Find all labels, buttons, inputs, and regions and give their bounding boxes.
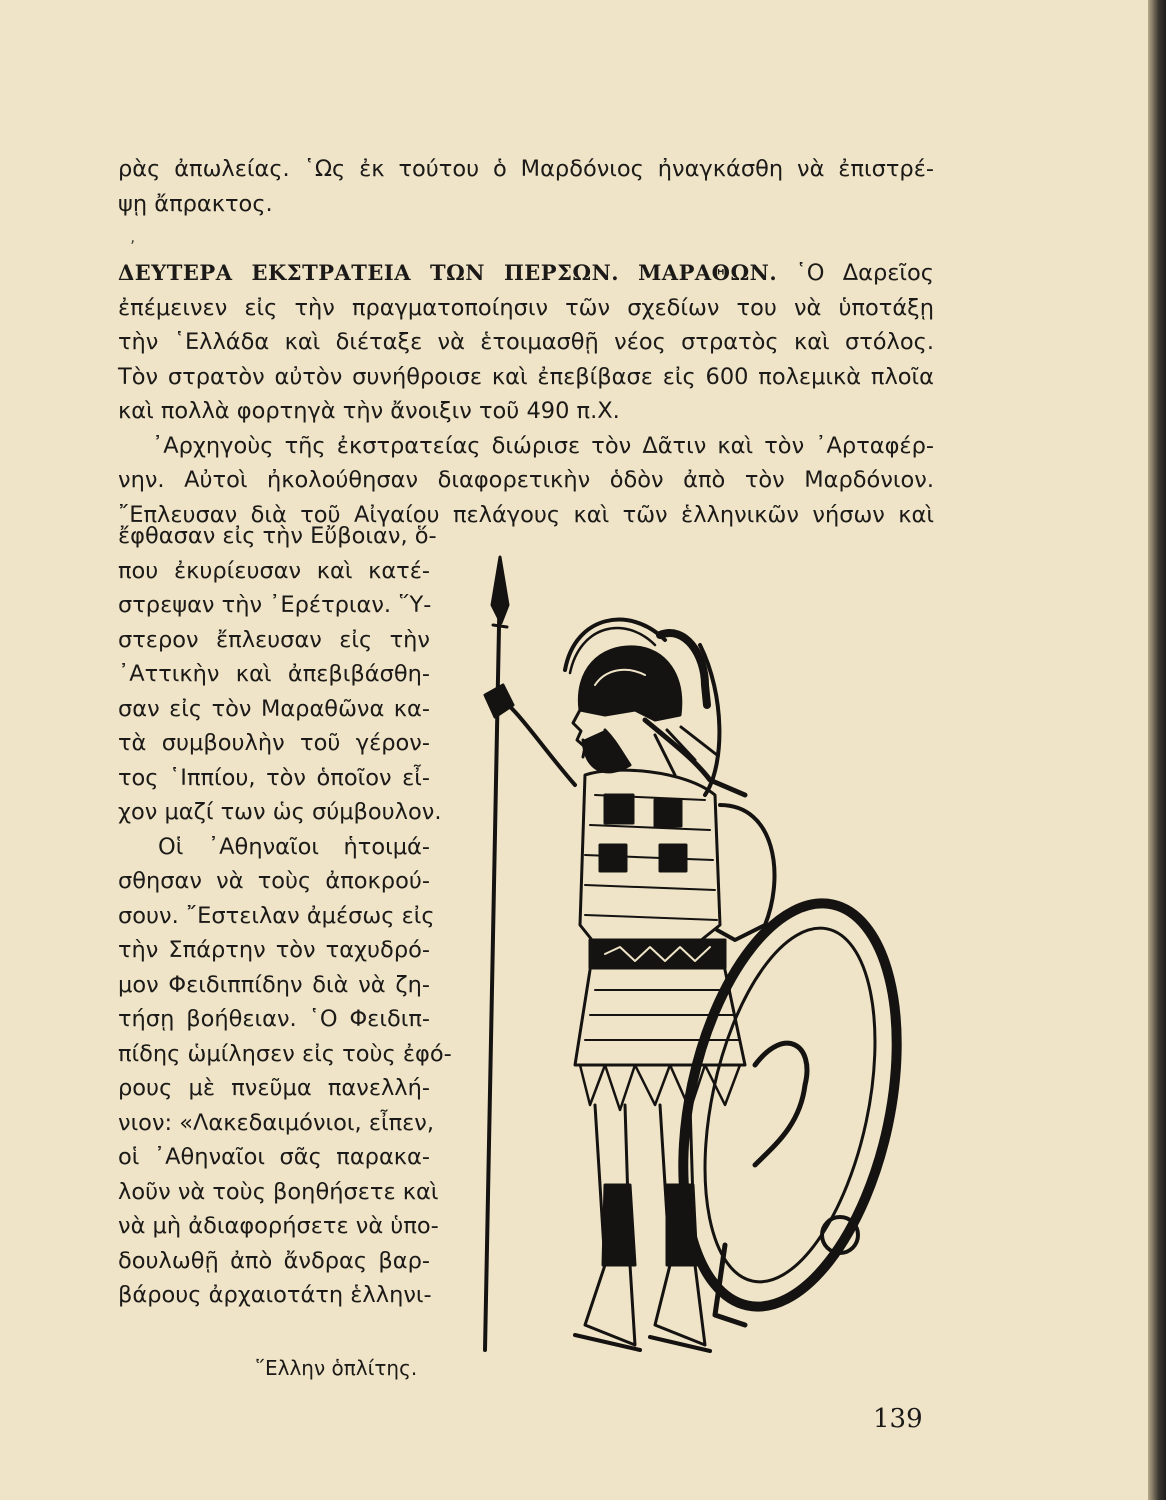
page-edge-shadow	[1148, 0, 1166, 1500]
heading-line	[118, 256, 934, 291]
text-line: ψῃ ἄπρακτος.	[118, 190, 273, 217]
text-line: νην. Αὐτοὶ ἠκολούθησαν διαφορετικὴν ὁδὸν ἀπὸ τὸν Μαρδόνιον.	[118, 467, 934, 493]
text-line: πίδης ὡμίλησεν εἰς τοὺς ἐφό-	[118, 1040, 452, 1067]
text-line: τὰ συμβουλὴν τοῦ γέρον-	[118, 730, 430, 756]
text-line: τὴν ῾Ελλάδα καὶ διέταξε νὰ ἑτοιμασθῇ νέος στρατὸς καὶ στόλος.	[118, 329, 934, 355]
text-line: στρεψαν τὴν ᾿Ερέτριαν. ῞Υ-	[118, 592, 432, 618]
text-line: τὴν Σπάρτην τὸν ταχυδρό-	[118, 937, 430, 963]
hoplite-illustration	[455, 545, 905, 1380]
heading-line-rest: ῾Ο Δαρεῖος	[795, 260, 934, 286]
text-line: ᾿Αρχηγοὺς τῆς ἐκστρατείας διώρισε τὸν Δᾶτιν καὶ τὸν ᾿Αρταφέρ-	[152, 432, 934, 459]
text-line: οἱ ᾿Αθηναῖοι σᾶς παρακα-	[118, 1144, 430, 1170]
text-line: μον Φειδιππίδην διὰ νὰ ζη-	[118, 971, 430, 998]
illustration-caption: ῞Ελλην ὁπλίτης.	[255, 1356, 418, 1380]
marathon-paragraph	[118, 256, 934, 532]
intro-paragraph	[118, 152, 934, 221]
text-line: Οἱ ᾿Αθηναῖοι ἡτοιμά-	[158, 833, 430, 860]
text-line: σουν. ῎Εστειλαν ἀμέσως εἰς	[118, 902, 435, 929]
text-line: Τὸν στρατὸν αὐτὸν συνήθροισε καὶ ἐπεβίβασε εἰς 600 πολεμικὰ πλοῖα	[118, 363, 934, 390]
text-line: ρὰς ἀπωλείας. ῾Ως ἐκ τούτου ὁ Μαρδόνιος ἠναγκάσθη νὰ ἐπιστρέ-	[118, 156, 934, 182]
text-line: ρους μὲ πνεῦμα πανελλή-	[118, 1075, 430, 1101]
text-line: σθησαν νὰ τοὺς ἀποκρού-	[118, 868, 430, 894]
text-line: βάρους ἀρχαιοτάτη ἑλληνι-	[118, 1282, 432, 1308]
page-number: 139	[873, 1404, 923, 1434]
text-line: ἔφθασαν εἰς τὴν Εὔβοιαν, ὅ-	[118, 523, 437, 549]
text-line: ῎Επλευσαν διὰ τοῦ Αἰγαίου πελάγους καὶ τῶν ἑλληνικῶν νήσων καὶ	[118, 501, 934, 528]
text-line: νὰ μὴ ἀδιαφορήσετε νὰ ὑπο-	[118, 1213, 439, 1239]
text-line: λοῦν νὰ τοὺς βοηθήσετε καὶ	[118, 1178, 439, 1205]
text-line: ἐπέμεινεν εἰς τὴν πραγματοποίησιν τῶν σχεδίων του νὰ ὑποτάξῃ	[118, 294, 934, 321]
text-line: καὶ πολλὰ φορτηγὰ τὴν ἄνοιξιν τοῦ 490 π.Χ.	[118, 398, 620, 424]
text-line: στερον ἔπλευσαν εἰς τὴν	[118, 626, 430, 653]
text-line: που ἐκυρίευσαν καὶ κατέ-	[118, 557, 430, 584]
text-line: τος ῾Ιππίου, τὸν ὁποῖον εἶ-	[118, 764, 430, 791]
text-line: δουλωθῇ ἀπὸ ἄνδρας βαρ-	[118, 1247, 430, 1274]
text-line: σαν εἰς τὸν Μαραθῶνα κα-	[118, 695, 430, 722]
text-line: τήσῃ βοήθειαν. ῾Ο Φειδιπ-	[118, 1006, 430, 1032]
text-line: νιον: «Λακεδαιμόνιοι, εἶπεν,	[118, 1109, 435, 1136]
stray-ink-mark: ʼ	[130, 237, 136, 256]
section-heading: ΔΕΥΤΕΡΑ ΕΚΣΤΡΑΤΕΙΑ ΤΩΝ ΠΕΡΣΩΝ. ΜΑΡΑΘΩΝ.	[118, 260, 778, 285]
text-line: χον μαζί των ὡς σύμβουλον.	[118, 799, 442, 825]
text-line: ᾿Αττικὴν καὶ ἀπεβιβάσθη-	[118, 661, 430, 687]
narrow-column-text	[118, 519, 452, 1313]
